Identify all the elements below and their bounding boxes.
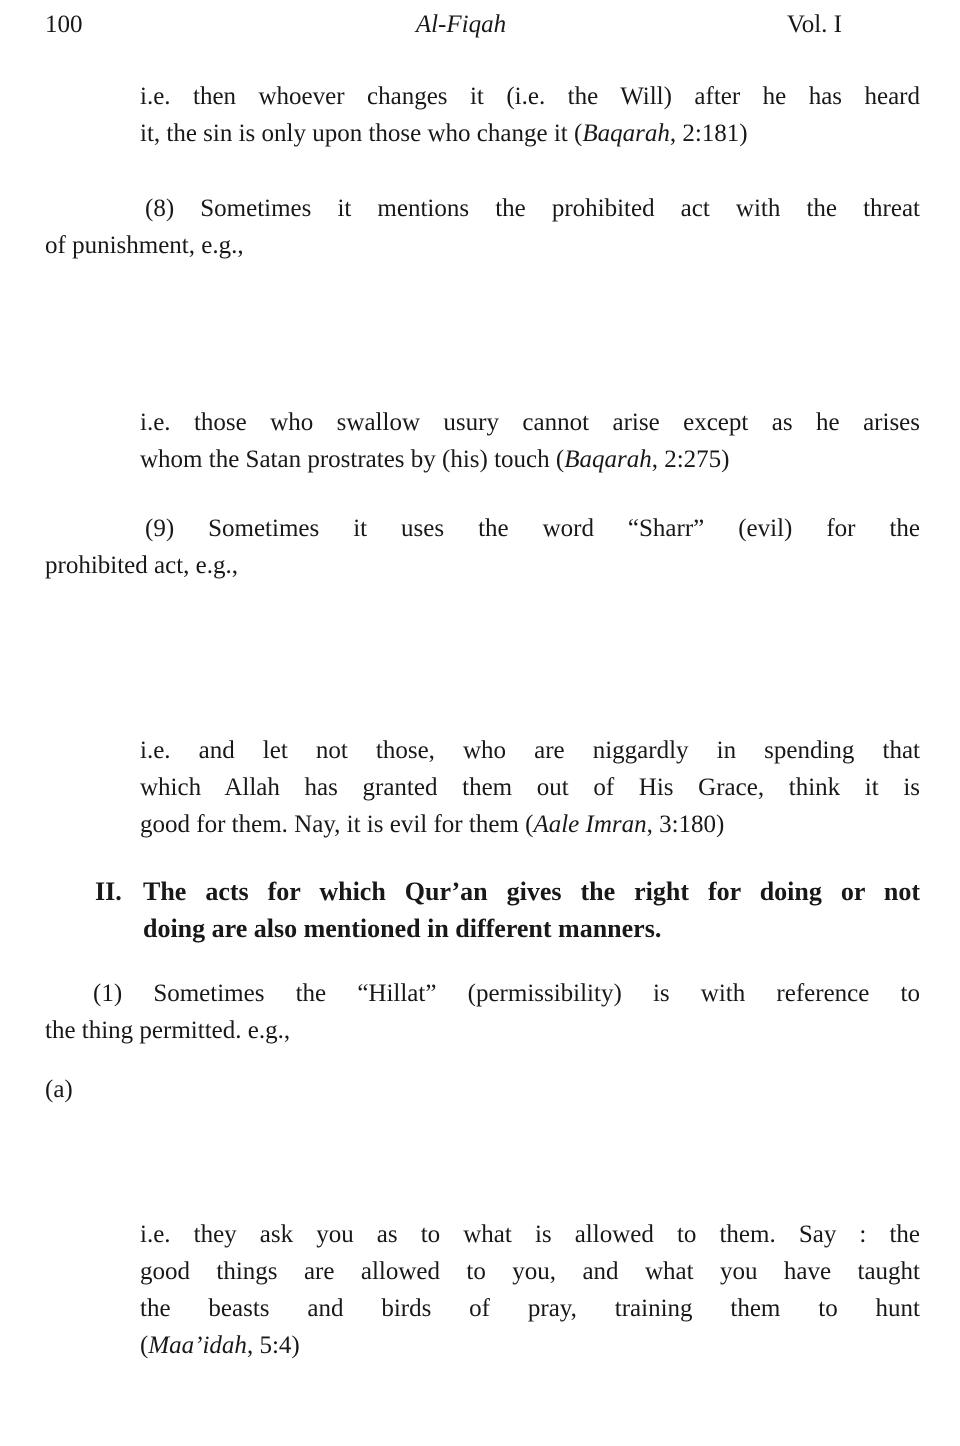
text-line: (8) Sometimes it mentions the prohibited act with the threat bbox=[145, 195, 920, 222]
text-line: i.e. they ask you as to what is allowed to them. Say : the bbox=[140, 1221, 920, 1248]
list-marker-a bbox=[45, 1071, 920, 1108]
text-line bbox=[140, 1327, 920, 1364]
quote-baqarah-2-275 bbox=[140, 404, 920, 478]
text-line: of punishment, e.g., bbox=[45, 232, 244, 259]
text-line bbox=[140, 806, 920, 843]
citation-surah: Baqarah bbox=[582, 120, 670, 147]
citation-verse: , 2:275) bbox=[651, 446, 730, 473]
verse-gap bbox=[45, 264, 920, 404]
text-line: the beasts and birds of pray, training them to hunt bbox=[140, 1295, 920, 1322]
text-line bbox=[140, 441, 920, 478]
citation-verse: , 2:181) bbox=[669, 120, 748, 147]
quote-aale-imran-3-180 bbox=[140, 732, 920, 843]
citation-surah: Aale Imran bbox=[533, 811, 647, 838]
text-line: (9) Sometimes it uses the word “Sharr” (evil) for the bbox=[145, 515, 920, 542]
book-title: Al-Fiqah bbox=[415, 11, 507, 38]
text-line bbox=[140, 115, 920, 152]
paragraph-8 bbox=[45, 190, 920, 264]
text-line: (1) Sometimes the “Hillat” (permissibility) is with reference to bbox=[93, 980, 920, 1007]
text-line: i.e. those who swallow usury cannot arise except as he arises bbox=[140, 409, 920, 436]
quote-baqarah-2-181 bbox=[140, 78, 920, 152]
text-line: doing are also mentioned in different manners. bbox=[143, 914, 662, 943]
text-line: The acts for which Qur’an gives the right for doing or not bbox=[143, 877, 920, 906]
page-number: 100 bbox=[45, 11, 83, 38]
quote-text: good for them. Nay, it is evil for them ( bbox=[140, 811, 534, 838]
paragraph-9 bbox=[45, 510, 920, 584]
volume-label: Vol. I bbox=[786, 11, 842, 38]
citation-surah: Maa’idah bbox=[148, 1332, 247, 1359]
citation-verse: , 5:4) bbox=[246, 1332, 300, 1359]
text-line: prohibited act, e.g., bbox=[45, 552, 238, 579]
section-number: II. bbox=[95, 877, 122, 906]
citation-verse: , 3:180) bbox=[646, 811, 725, 838]
text-line: (a) bbox=[45, 1076, 73, 1103]
section-heading-2 bbox=[95, 873, 920, 947]
quote-text: whom the Satan prostrates by (his) touch ( bbox=[140, 446, 565, 473]
verse-gap bbox=[45, 1108, 920, 1216]
section-heading-text bbox=[143, 873, 920, 947]
quote-text: ( bbox=[140, 1332, 149, 1359]
verse-gap bbox=[45, 584, 920, 732]
text-line: which Allah has granted them out of His Grace, think it is bbox=[140, 774, 920, 801]
citation-surah: Baqarah bbox=[564, 446, 652, 473]
text-line: i.e. then whoever changes it (i.e. the Will) after he has heard bbox=[140, 83, 920, 110]
quote-text: it, the sin is only upon those who change it ( bbox=[140, 120, 583, 147]
text-line: the thing permitted. e.g., bbox=[45, 1017, 291, 1044]
text-line: good things are allowed to you, and what you have taught bbox=[140, 1258, 920, 1285]
page-header bbox=[45, 6, 920, 43]
paragraph-1 bbox=[45, 975, 920, 1049]
text-line: i.e. and let not those, who are niggardly in spending that bbox=[140, 737, 920, 764]
quote-maaidah-5-4 bbox=[140, 1216, 920, 1364]
